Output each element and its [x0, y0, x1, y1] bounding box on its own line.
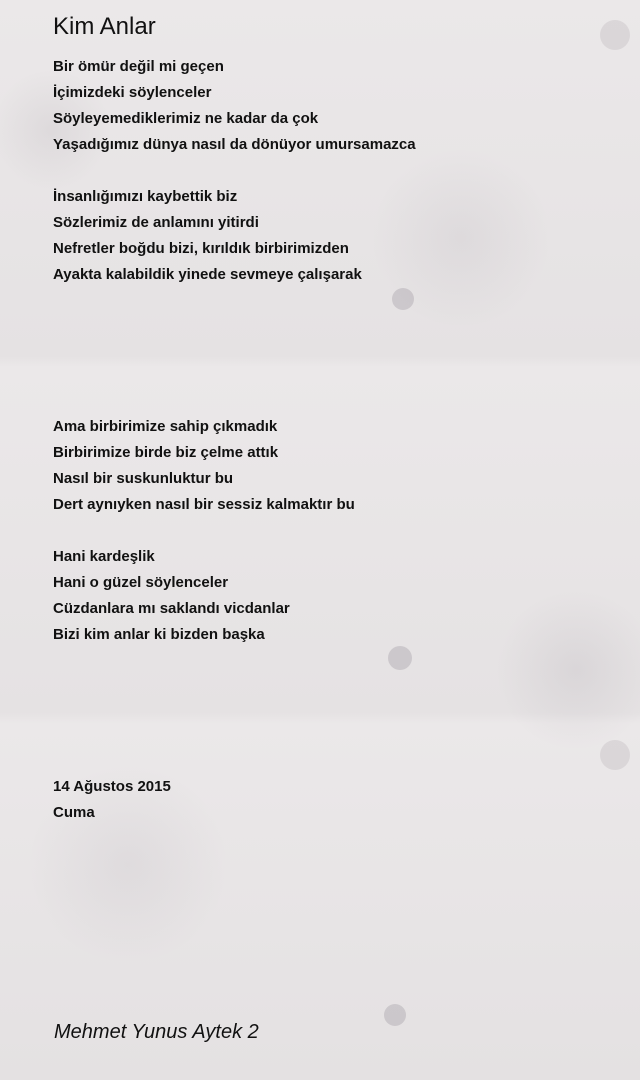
poem-line: İnsanlığımızı kaybettik biz	[53, 188, 238, 205]
poem-line: Dert aynıyken nasıl bir sessiz kalmaktır bu	[53, 496, 355, 513]
poem-date: 14 Ağustos 2015	[53, 778, 171, 795]
poem-line: Nefretler boğdu bizi, kırıldık birbirimizden	[53, 240, 349, 257]
poem-line: İçimizdeki söylenceler	[53, 84, 212, 101]
poem-line: Hani o güzel söylenceler	[53, 574, 229, 591]
poem-stanza	[53, 54, 613, 158]
poem-stanza	[53, 544, 613, 648]
stanza-gap	[53, 158, 613, 184]
section-gap	[53, 288, 613, 414]
section-gap	[53, 648, 613, 774]
poem-date-block	[53, 774, 613, 826]
poem-line: Yaşadığımız dünya nasıl da dönüyor umursamazca	[53, 136, 416, 153]
poem-line: Ama birbirimize sahip çıkmadık	[53, 418, 278, 435]
poem-title: Kim Anlar	[53, 13, 156, 40]
poem-day: Cuma	[53, 804, 95, 821]
poem-line: Hani kardeşlik	[53, 548, 155, 565]
poem-line: Birbirimize birde biz çelme attık	[53, 444, 279, 461]
poem-line: Bizi kim anlar ki bizden başka	[53, 626, 265, 643]
poem-stanza	[53, 414, 613, 518]
poem-stanza	[53, 184, 613, 288]
poem-line: Bir ömür değil mi geçen	[53, 58, 224, 75]
poem-line: Cüzdanlara mı saklandı vicdanlar	[53, 600, 290, 617]
poem-body	[53, 54, 613, 826]
poem-line: Ayakta kalabildik yinede sevmeye çalışarak	[53, 266, 362, 283]
poem-container	[53, 12, 613, 826]
ink-blot-decoration	[384, 1004, 406, 1026]
poem-line: Sözlerimiz de anlamını yitirdi	[53, 214, 259, 231]
stanza-gap	[53, 518, 613, 544]
poem-line: Söyleyemediklerimiz ne kadar da çok	[53, 110, 319, 127]
poem-author: Mehmet Yunus Aytek 2	[54, 1021, 259, 1043]
poem-line: Nasıl bir suskunluktur bu	[53, 470, 234, 487]
